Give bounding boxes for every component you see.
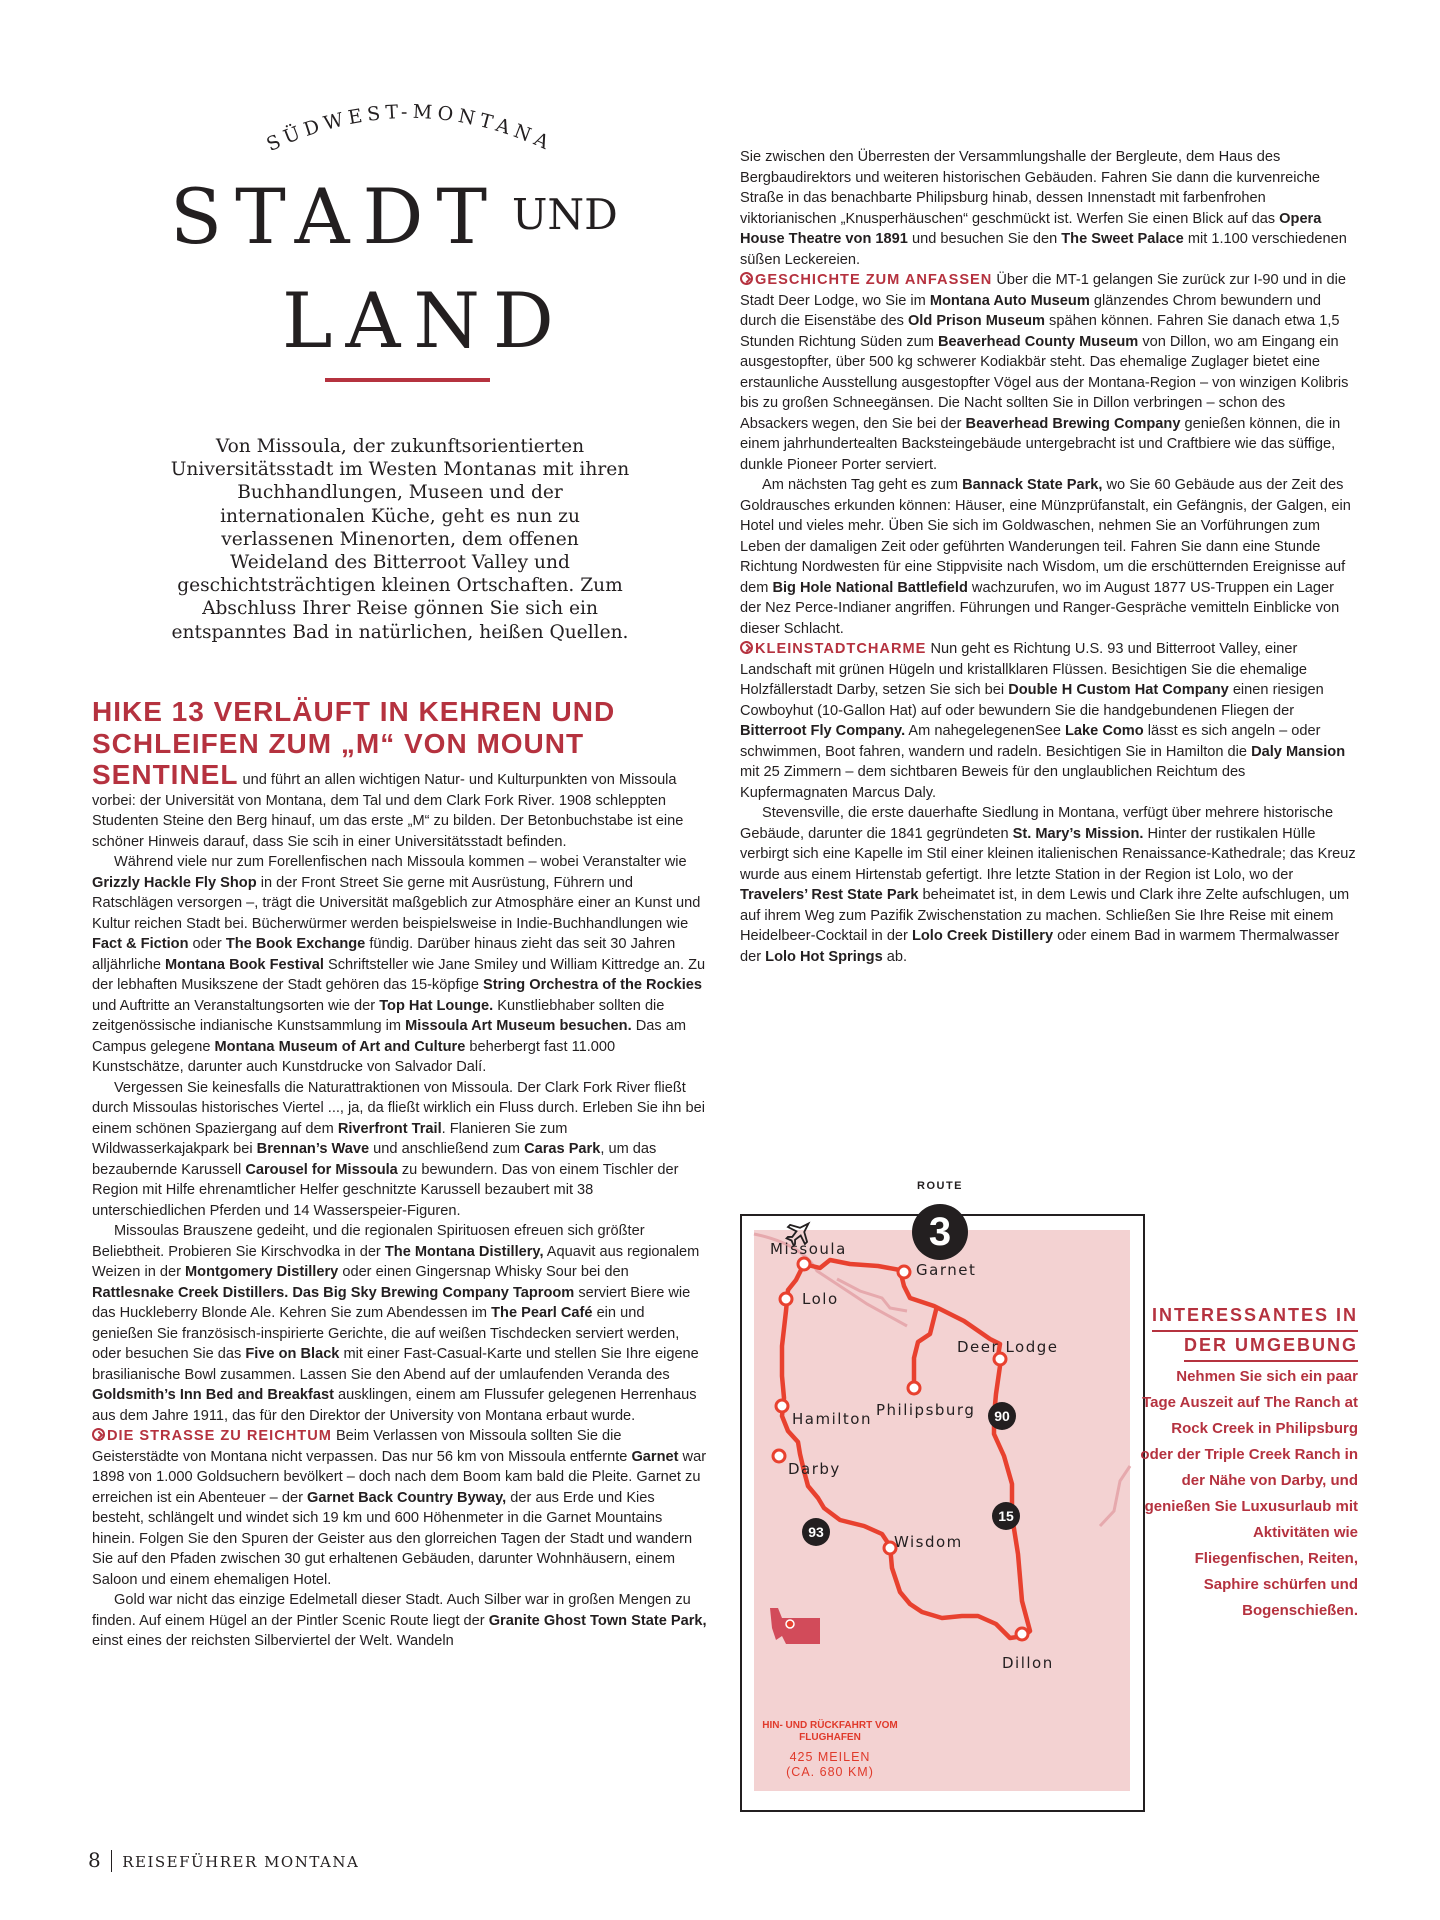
map-label-darby: Darby <box>788 1460 841 1478</box>
page-footer <box>88 1848 359 1872</box>
city-dot-lolo <box>780 1293 792 1305</box>
left-paragraph-1: HIKE 13 VERLÄUFT IN KEHREN UND SCHLEIFEN ZUM „M“ VON MOUNT SENTINEL und führt an allen wichtigen Natur- und Kulturpunkten von Missoula vorbei: der Universität von Montana, dem Tal und dem Clark Fork River. 1908 schleppten Studenten Steine den Berg hinauf, um das erste „M“ zu bilden. Der Betonbuchstabe ist eine schöner Hinweis darauf, dass Sie scih in einer Universitätsstadt befinden. <box>92 696 684 850</box>
left-paragraph-5: DIE STRASSE ZU REICHTUM Beim Verlassen von Missoula sollten Sie die Geisterstädte von Montana nicht verpassen. Das nur 56 km von Missoula entfernte Garnet war 1898 von 1.000 Goldsuchern bevölkert – doch nach dem Boom kam bald die Pleite. Garnet zu erreichen ist ein Abenteuer – der Garnet Back Country Byway, der aus Erde und Kies besteht, schlängelt und windet sich 19 km und 600 Höhenmeter in die Garnet Mountains hinein. Folgen Sie den Spuren der Geister aus den glorreichen Tagen der Stadt und wandern Sie auf den Pfaden zwischen 30 gut erhaltenen Gebäuden, darunter Wohnhäusern, einem Saloon und einem ehemaligen Hotel. <box>92 1428 707 1588</box>
route-number-badge: 3 <box>912 1204 968 1260</box>
arrow-circle-icon <box>92 1428 105 1441</box>
map-label-dillon: Dillon <box>1002 1654 1054 1672</box>
publication-name: REISEFÜHRER MONTANA <box>122 1853 360 1871</box>
title-land: LAND <box>282 276 567 365</box>
kicker-text: SÜDWEST-MONTANA <box>263 100 557 156</box>
sidebar-text: Nehmen Sie sich ein paar Tage Auszeit auf The Ranch at Rock Creek in Philipsburg oder der Triple Creek Ranch in der Nähe von Darby, und genießen Sie Luxusurlaub mit Aktivitäten wie Fliegenfischen, Reiten, Saphire schürfen und Bogenschießen. <box>1140 1368 1358 1619</box>
arrow-circle-icon <box>740 272 753 285</box>
footer-divider <box>111 1850 113 1872</box>
distance-note: 425 MEILEN (CA. 680 KM) <box>786 1750 874 1779</box>
map-label-deer-lodge: Deer Lodge <box>957 1338 1059 1356</box>
map-label-wisdom: Wisdom <box>894 1533 963 1551</box>
city-dot-missoula <box>798 1258 810 1270</box>
intro-paragraph: Von Missoula, der zukunftsorientierten Universitätsstadt im Westen Montanas mit ihren Buchhandlungen, Museen und der internationalen Küche, geht es nun zu verlassenen Minenorten, dem offenen Weideland des Bitterroot Valley und geschichtsträchtigen kleinen Ortschaften. Zum Abschluss Ihrer Reise gönnen Sie sich ein entspanntes Bad in natürlichen, heißen Quellen. <box>170 436 630 643</box>
title-stadt: STADT <box>170 172 501 261</box>
right-paragraph-1: Sie zwischen den Überresten der Versammlungshalle der Bergleute, dem Haus des Bergbaudirektors und weiteren historischen Gebäuden. Fahren Sie dann die kurvenreiche Straße in das benachbarte Philipsburg hinab, dessen Innenstadt mit farbenfrohen viktorianischen „Knusperhäuschen“ geschmückt ist. Werfen Sie einen Blick auf das Opera House Theatre von 1891 und besuchen Sie den The Sweet Palace mit 1.100 verschiedenen süßen Leckereien. <box>740 149 1347 268</box>
section-heading-reichtum: DIE STRASSE ZU REICHTUM <box>107 1428 332 1444</box>
left-paragraph-2: Während viele nur zum Forellenfischen nach Missoula kommen – wobei Veranstalter wie Grizzly Hackle Fly Shop in der Front Street Sie gerne mit Ausrüstung, Führern und Ratschlägen versorgen –, trägt die Universität maßgeblich zur Atmosphäre einer an Kunst und Kultur reichen Stadt bei. Bücherwürmer werden beispielsweise in Indie-Buchhandlungen wie Fact & Fiction oder The Book Exchange fündig. Darüber hinaus zieht das seit 30 Jahren alljährliche Montana Book Festival Schriftsteller wie Jane Smiley und William Kittredge an. Zu der lebhaften Musikszene der Stadt gehören das 15-köpfige String Orchestra of the Rockies und Auftritte an Veranstaltungsorten wie der Top Hat Lounge. Kunstliebhaber sollten die zeitgenössische indianische Kunstsammlung im Missoula Art Museum besuchen. Das am Campus gelegene Montana Museum of Art and Culture beherbergt fast 11.000 Kunstschätze, darunter auch Kunstdrucke von Salvador Dalí. <box>92 854 706 1075</box>
map-label-missoula: Missoula <box>770 1240 847 1258</box>
map-label-hamilton: Hamilton <box>792 1410 872 1428</box>
left-paragraph-6: Gold war nicht das einzige Edelmetall dieser Stadt. Auch Silber war in großen Mengen zu finden. Auf einem Hügel an der Pintler Scenic Route liegt der Granite Ghost Town State Park, einst eines der reichsten Silberviertel der Welt. Wandeln <box>92 1592 707 1649</box>
city-dot-philipsburg <box>908 1382 920 1394</box>
kicker-arch <box>245 92 575 162</box>
city-dot-hamilton <box>776 1400 788 1412</box>
route-label: ROUTE <box>917 1180 963 1192</box>
arrow-circle-icon <box>740 641 753 654</box>
left-paragraph-3: Vergessen Sie keinesfalls die Naturattraktionen von Missoula. Der Clark Fork River fließt durch Missoulas historisches Viertel ..., ja, da fließt wirklich ein Fluss durch. Erleben Sie ihn bei einem schönen Spaziergang auf dem Riverfront Trail. Flanieren Sie zum Wildwasserkajakpark bei Brennan’s Wave und anschließend zum Caras Park, um das bezaubernde Karussell Carousel for Missoula zu bewundern. Das von einem Tischler der Region mit Hilfe ehrenamtlicher Helfer geschnitzte Karussell bezaubert mit 38 unterschiedlichen Pferden und 14 Wasserspeier-Figuren. <box>92 1079 705 1219</box>
right-paragraph-3: Am nächsten Tag geht es zum Bannack State Park, wo Sie 60 Gebäude aus der Zeit des Goldrausches erkunden können: Häuser, eine Münzprüfanstalt, ein Gefängnis, der Galgen, ein Hotel und vieles mehr. Üben Sie sich im Goldwaschen, nehmen Sie an Vorführungen zum Leben der damaligen Zeit oder geführten Wanderungen teil. Fahren Sie dann eine Stunde Richtung Nordwesten für eine Stippvisite nach Wisdom, um die erschütternden Ereignisse auf dem Big Hole National Battlefield wachzurufen, wo im August 1877 US-Truppen ein Lager der Nez Perce-Indianer angriffen. Führungen und Ranger-Gespräche vemitteln Einblicke von dieser Schlacht. <box>740 477 1351 637</box>
route-line <box>782 1260 1030 1638</box>
montana-inset-icon <box>770 1608 820 1644</box>
left-column <box>92 696 708 1652</box>
secondary-road <box>1100 1466 1130 1526</box>
map-label-philipsburg: Philipsburg <box>876 1401 976 1419</box>
sidebar-heading: INTERESSANTES IN DER UMGEBUNG <box>1130 1302 1358 1362</box>
hike-heading: HIKE 13 VERLÄUFT IN KEHREN UND SCHLEIFEN ZUM „M“ VON MOUNT SENTINEL <box>92 696 616 790</box>
city-dot-darby <box>773 1450 785 1462</box>
route-spur-philipsburg <box>914 1306 937 1386</box>
right-paragraph-5: Stevensville, die erste dauerhafte Siedlung in Montana, verfügt über mehrere historische Gebäude, darunter die 1841 gegründeten St. Mary’s Mission. Hinter der rustikalen Hülle verbirgt sich eine Kapelle im Stil einer kleinen italienischen Renaissance-Kathedrale; das Kreuz wurde aus einem Hirtenstab gefertigt. Ihre letzte Station in der Region ist Lolo, wo der Travelers’ Rest State Park beheimatet ist, in dem Lewis und Clark ihre Zelte aufschlugen, um auf ihrem Weg zum Pazifik Zwischenstation zu machen. Schließen Sie Ihre Reise mit einem Heidelbeer-Cocktail in der Lolo Creek Distillery oder einem Bad in warmem Thermalwasser der Lolo Hot Springs ab. <box>740 805 1356 965</box>
highway-label-90: 90 <box>994 1408 1010 1424</box>
page-number: 8 <box>88 1848 101 1872</box>
title-und: UND <box>512 190 618 239</box>
title-rule <box>325 378 490 382</box>
right-column <box>740 147 1356 967</box>
city-dot-garnet <box>898 1266 910 1278</box>
highway-label-93: 93 <box>808 1524 824 1540</box>
map-label-garnet: Garnet <box>916 1261 977 1279</box>
right-paragraph-2: GESCHICHTE ZUM ANFASSEN Über die MT-1 gelangen Sie zurück zur I-90 und in die Stadt Deer Lodge, wo Sie im Montana Auto Museum glänzendes Chrom bewundern und durch die Eisenstäbe des Old Prison Museum spähen können. Fahren Sie danach etwa 1,5 Stunden Richtung Süden zum Beaverhead County Museum von Dillon, wo am Eingang ein ausgestopfter, über 500 kg schwerer Kodiakbär steht. Das ehemalige Zuglager bietet eine erstaunliche Ausstellung ausgestopfter Vögel aus der Montana-Region – von winzigen Kolibris bis zu großen Schneegänsen. Die Nacht sollten Sie in Dillon verbringen – schon des Absackers wegen, den Sie bei der Beaverhead Brewing Company genießen können, die in einem jahrhundertealten Backsteingebäude untergebracht ist und Craftbiere wie das süffige, dunkle Pioneer Porter serviert. <box>740 272 1349 473</box>
map-label-lolo: Lolo <box>802 1290 839 1308</box>
airport-note: HIN- UND RÜCKFAHRT VOM FLUGHAFEN <box>762 1720 898 1743</box>
highway-label-15: 15 <box>998 1508 1014 1524</box>
left-paragraph-4: Missoulas Brauszene gedeiht, und die regionalen Spirituosen efreuen sich größter Beliebtheit. Probieren Sie Kirschvodka in der The Montana Distillery, Aquavit aus regionalem Weizen in der Montgomery Distillery oder einen Gingersnap Whisky Sour bei den Rattlesnake Creek Distillers. Das Big Sky Brewing Company Taproom serviert Biere wie das Huckleberry Blonde Ale. Kehren Sie zum Abendessen im The Pearl Café ein und genießen Sie französisch-inspirierte Gerichte, die auf weißen Tischdecken serviert werden, oder besuchen Sie das Five on Black mit einer Fast-Casual-Karte und stellen Sie Ihre eigene brasilianische Bowl zusammen. Lassen Sie den Abend auf der umlaufenden Veranda des Goldsmith’s Inn Bed and Breakfast ausklingen, einem am Flussufer gelegenen Herrenhaus aus dem Jahre 1911, das für den Direktor der University von Montana erbaut wurde. <box>92 1223 700 1424</box>
section-heading-kleinstadt: KLEINSTADTCHARME <box>755 641 927 657</box>
right-paragraph-4: KLEINSTADTCHARME Nun geht es Richtung U.S. 93 und Bitterroot Valley, einer Landschaft mit grünen Hügeln und kristallklaren Flüssen. Besichtigen Sie die ehemalige Holzfällerstadt Darby, setzen Sie sich bei Double H Custom Hat Company einen riesigen Cowboyhut (10-Gallon Hat) auf oder bewundern Sie die handgebundenen Fliegen der Bitterroot Fly Company. Am nahegelegenenSee Lake Como lässt es sich angeln – oder schwimmen, Boot fahren, wandern und radeln. Besichtigen Sie in Hamilton die Daly Mansion mit 25 Zimmern – dem sichtbaren Beweis für den unglaublichen Reichtum des Kupfermagnaten Marcus Daly. <box>740 641 1346 801</box>
section-heading-geschichte: GESCHICHTE ZUM ANFASSEN <box>755 272 993 288</box>
city-dot-dillon <box>1016 1628 1028 1640</box>
